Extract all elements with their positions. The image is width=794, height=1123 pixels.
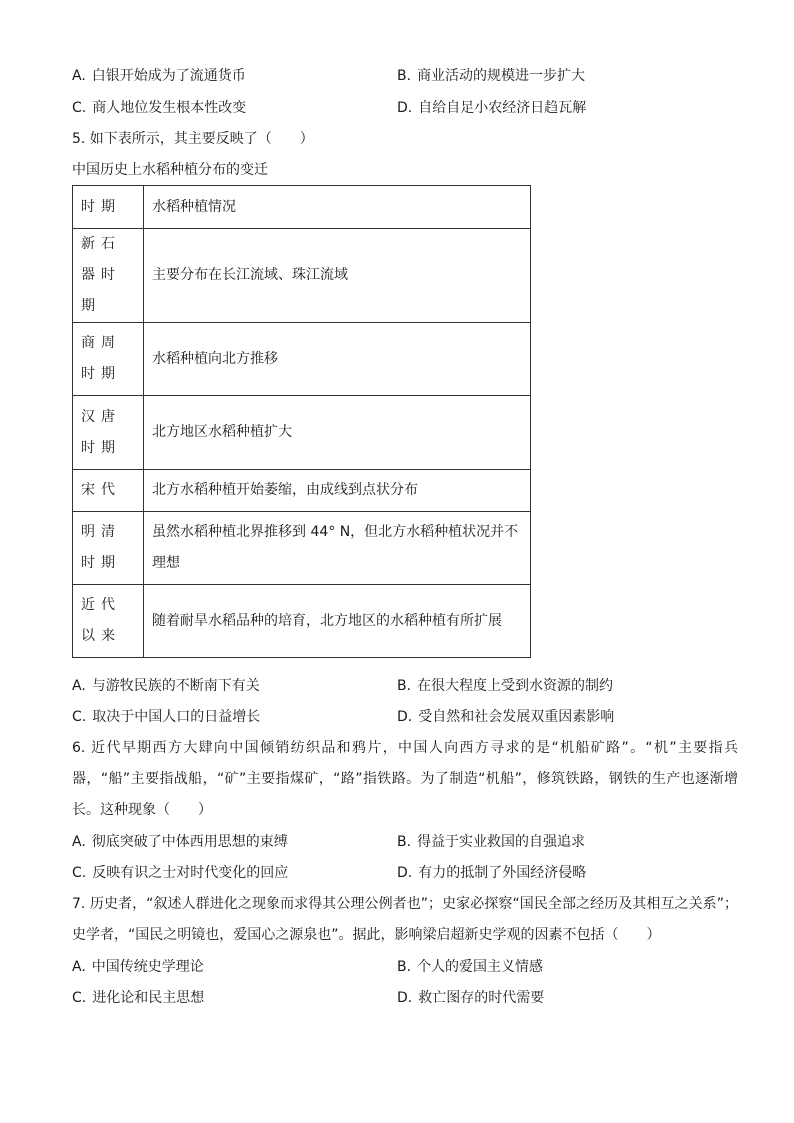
q7-option-c: C. 进化论和民主思想 — [72, 990, 205, 1006]
q7-stem: 7. 历史者，“叙述人群进化之现象而求得其公理公例者也”；史家必探察“国民全部之经历及其相互之关系”；史学者，“国民之明镜也，爱国心之源泉也”。据此，影响梁启超新史学观的因素不包括（ ） — [72, 896, 738, 943]
row-period: 宋代 — [73, 470, 144, 512]
q5-option-c: C. 取决于中国人口的日益增长 — [72, 709, 261, 725]
q5-option-d: D. 受自然和社会发展双重因素影响 — [397, 709, 615, 725]
row-period: 近代以来 — [73, 585, 144, 658]
q5-option-b: B. 在很大程度上受到水资源的制约 — [397, 678, 614, 694]
table-row — [73, 229, 531, 323]
q4-option-c: C. 商人地位发生根本性改变 — [72, 100, 247, 116]
table-header-row — [73, 186, 531, 229]
q4-option-b: B. 商业活动的规模进一步扩大 — [397, 68, 586, 84]
q6-option-b: B. 得益于实业救国的自强追求 — [397, 834, 586, 850]
q4-option-d: D. 自给自足小农经济日趋瓦解 — [397, 100, 587, 116]
row-desc: 主要分布在长江流域、珠江流域 — [144, 229, 531, 323]
q6-option-a: A. 彻底突破了中体西用思想的束缚 — [72, 834, 288, 850]
q5-table-title: 中国历史上水稻种植分布的变迁 — [72, 162, 268, 178]
row-desc: 随着耐旱水稻品种的培育，北方地区的水稻种植有所扩展 — [144, 585, 531, 658]
q7-option-d: D. 救亡图存的时代需要 — [397, 990, 545, 1006]
row-period: 新石器时期 — [73, 229, 144, 323]
q6-option-c: C. 反映有识之士对时代变化的回应 — [72, 865, 289, 881]
rice-distribution-table — [72, 185, 531, 658]
row-period: 汉唐时期 — [73, 396, 144, 470]
header-period: 时期 — [73, 186, 144, 229]
table-row — [73, 512, 531, 585]
table-row — [73, 396, 531, 470]
table-row — [73, 585, 531, 658]
row-desc: 虽然水稻种植北界推移到 44° N，但北方水稻种植状况并不理想 — [144, 512, 531, 585]
row-period: 商周时期 — [73, 323, 144, 396]
q7-option-b: B. 个人的爱国主义情感 — [397, 959, 544, 975]
row-period: 明清时期 — [73, 512, 144, 585]
row-desc: 北方水稻种植开始萎缩，由成线到点状分布 — [144, 470, 531, 512]
q5-option-a: A. 与游牧民族的不断南下有关 — [72, 678, 260, 694]
q4-option-a: A. 白银开始成为了流通货币 — [72, 68, 246, 84]
q5-stem: 5. 如下表所示，其主要反映了（ ） — [72, 131, 314, 147]
q6-stem: 6. 近代早期西方大肆向中国倾销纺织品和鸦片，中国人向西方寻求的是“机船矿路”。“机”主要指兵器，“船”主要指战船，“矿”主要指煤矿，“路”指铁路。为了制造“机船”，修筑铁路，钢铁的生产也逐渐增长。这种现象（ ） — [72, 740, 738, 818]
table-row — [73, 470, 531, 512]
q6-option-d: D. 有力的抵制了外国经济侵略 — [397, 865, 587, 881]
table-row — [73, 323, 531, 396]
row-desc: 水稻种植向北方推移 — [144, 323, 531, 396]
q7-option-a: A. 中国传统史学理论 — [72, 959, 204, 975]
row-desc: 北方地区水稻种植扩大 — [144, 396, 531, 470]
header-desc: 水稻种植情况 — [144, 186, 531, 229]
